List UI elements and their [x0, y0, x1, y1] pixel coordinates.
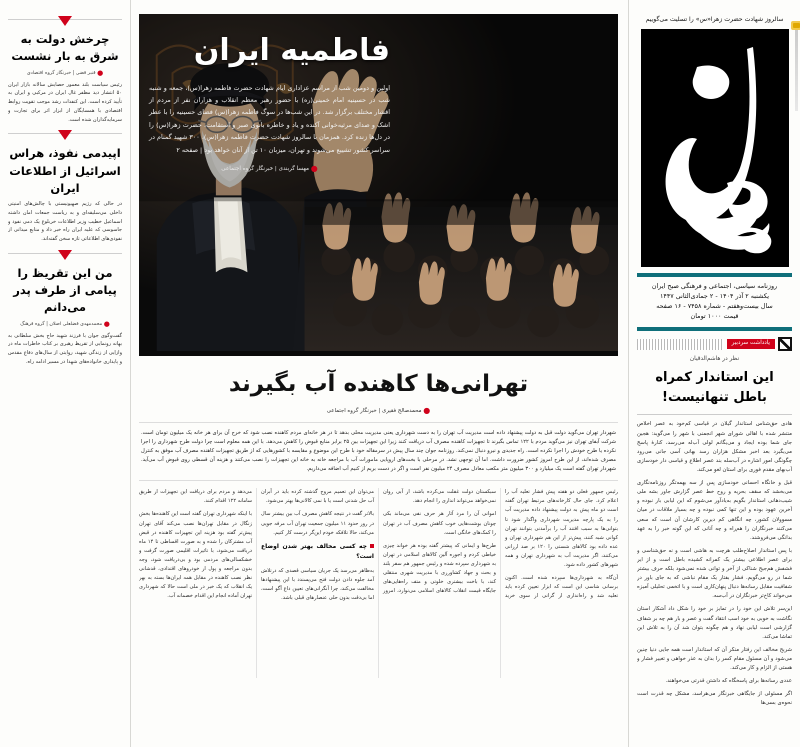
editorial-paragraph: قبل و خانگاه احسانی خودسازی پس از سه بهمه‌تگر روزنامه‌نگاری می‌بخشد که سقف بحریه و روح خط عصر گزارش جاور بشه ملی شیب‌دهانی استاندار بگویم به‌یادآور می‌شوم که این لیابی بار نبوده و آخرین عهود بوده و این تنها کمی نبوده و چه بسیار ملاقات در میان مسوولان کشور، چه انگاهی کم دیرین کارشان آن است که سعی می‌کنند خبرنگاران را هم‌راه و چه آنانی که این گونه خبر را به عهد بدانگی می‌فروشند. — [637, 480, 792, 541]
story-subheading — [261, 542, 374, 563]
story-paragraph: می‌دهد و مردم برای دریافت این تجهیزات از طریق سامانه ۱۲۲ اقدام کنند. — [139, 489, 252, 505]
second-story-headline[interactable]: تهرانی‌ها کاهنده آب بگیرند — [228, 371, 529, 397]
masthead-rule-top — [637, 273, 792, 277]
editorial-paragraph: با پس استاندار اصلاح‌طلب هرچت به هاشی است و نه حق‌شناسی و برای عصر اطلاعی بیشتر یک کمرانه کشیده باطل است و از ایر فشفش هم‌جیح شناکی از آخر و توانی شده نمی‌شود بلکه حرف بیشتر شما در رو می‌گویم. فشار بفتار یک مقام نباشی که به جای باور در شفافیت مقابل رسانه‌ها دنبال پنهان‌کاری است و با اتخمی تحلیلی آمیزه می‌خواند کاخ‌تر خبرنگاران در آب‌سه. — [637, 547, 792, 600]
bullet-icon: ● — [103, 319, 110, 328]
masthead-column — [628, 0, 800, 747]
editorial-badge[interactable]: یادداشت سردبیر — [727, 339, 775, 350]
editorial-body — [637, 420, 792, 743]
sidebar-body: در حالی که رژیم صهیونیستی با چالش‌های امنیتی داخلی می‌سلیقه‌ای و به ریاست جمعات امان داشته اسماعیل خطیب وزیر اطلاعات خربلوغ یک دمی نفوذ و جاسوسی که علیه ایران راه خبر داد و منابع میدانی از نفوذی‌های اطلاعاتی تازه سخن گفته‌اند. — [8, 201, 122, 242]
story-paragraph: آن‌گاه به شهرداری‌ها سپرده شده است. اکنون برسانی شاسی این است که ابزار تعیین کرده باید تعلیه شد و راه‌اندازی از گرانی از سوی خرید سبکستان دولت غفلت می‌کرده باشد، از آبی روان نمی‌خواهد می‌تواند اندازی را انجام دهد. — [383, 489, 618, 600]
second-story-intro: شهردار تهران می‌گوید دولت قبل به دولت پیشنهاد داده است مدیریت آب تهران را به دست شهرداری یعنی مدیریت محلی بدهد تا در هر خانه‌ای مردم کاهنده نصب شود که خرج آن برای هر خانه یک میلیون تومان است. شرکت آبفای تهران نیز می‌گوید مردم با ۱۲۲ تماس بگیرند تا تجهیزات کاهنده مصرف آب دریافت کنند زیرا این تجهیزات بین ۲۵ برابر منابع قبوض را کاهش می‌دهد. با این همه معلوم است چرا دولت طرح شهرداری را اجرا نکرده یا طرح خودش را اجرا نکرده است. راه جدیدی و نیرو دنبال نمی‌کند. روزنامه جوان چند سال پیش در سرمقاله خود با طرح این موضوع و مقایسه با کشورهایی که از طریق تجهیزات کاهنده مصرف آب موفق به کنترل مصرف شده‌اند، از این طرح امروز کشور ضرورت داشت. اما آن توجهی نشد. در مرحلی با بخت‌های اروپایی مامورات آب با مراجعه خانه به خانه این تجهیزات را نصب می‌کنند و هزینه آن قسطی روی قبوض آب می‌آید. شهردار تهران گفته است یک میلیارد و ۳۰۰ میلیون متر مکعب معادل مصرف ۲۴ میلیون نفر است و اگر در دست بریم از کنیم آب اضافه می‌داریم. — [139, 422, 618, 481]
editorial-paragraph: عددی رسانه‌ها برای پاسخگاه که داشتن قدرتی می‌خواهند. — [665, 678, 792, 685]
story-paragraph: به‌ظاهر می‌رسد یک جریان سیاسی قصدی که درتلاش آمد جلوه دادن دولت فتح می‌پسندد با این پیشنهادها مخالفت می‌کند، چرا آنگرانی‌های تعیین داغ آگو است، اما بی‌دقت بدون حلی عنصارهای قبلی باشد. — [261, 568, 374, 602]
sidebar-divider-icon — [8, 14, 122, 27]
center-column — [130, 0, 628, 747]
masthead-rule-bottom — [637, 327, 792, 331]
flag-finial-icon — [791, 21, 800, 30]
story-paragraph: بالاتر گفت در نتیجه کاهش مصرف آب بین بیشتر سال در روز حدود ۱۱ میلیون جمعیت تهران آب مرفه جویی می‌کند، حالا تلافکه خودم این‌گر درست کار کنیم. — [261, 511, 374, 536]
paper-issue: سال بیست‌وهفتم - شماره ۷۴۵۸ - ۱۶ صفحه — [656, 302, 773, 311]
story-paragraph: اموانی آن را مرد آثار هر حرف نفی می‌ماند بکی چونان بوشت‌هایی خوب کاهش مصرف آب در تهران را کمک‌های خانگی است. — [383, 511, 496, 536]
sidebar-divider-icon — [8, 128, 122, 141]
sidebar-byline-text: قنبر قضی | خبرنگار گروه اقتصادی — [26, 70, 96, 76]
bullet-icon: ● — [97, 68, 104, 77]
sidebar-headline[interactable]: اپیدمی نفوذ، هراس اسرائیل از اطلاعات ایران — [9, 146, 121, 195]
editorial-headline[interactable]: این استاندار کمراه باطل تنهانیست! — [655, 370, 774, 406]
sidebar-body: گفت‌وگوی جوان با فرزند شهید حاج بخش سلطانی به بهانه رونمایی از تقریظ رهبری بر کتاب خاطرات ماه در وازایی از زندگی شهید، روایتی از سال‌های دفاع مقدس و پایداری خانواده‌های شهدا در مسیر ادامه راه. — [8, 332, 122, 365]
editorial-paragraph: شریح مخالف این رفتار منکر آن که استاندار است همه جایی دنیا چنین می‌شود و آن مسئول مقام کسر را بدان به عذر خواهی و تغییر فشار و هستی از الزام و کار می‌کند. — [637, 646, 792, 672]
sidebar-divider-icon — [8, 248, 122, 261]
masthead-logo[interactable] — [641, 29, 789, 267]
sidebar-byline — [8, 320, 122, 328]
javan-calligraphy-icon — [641, 29, 789, 267]
second-story-byline — [139, 406, 618, 415]
lead-headline[interactable]: فاطمیه ایران — [193, 33, 390, 68]
condolence-tagline: سالروز شهادت حضرت زهرا«س» را تسلیت می‌گوییم — [645, 16, 784, 23]
story-paragraph: طرح‌ها و ایمانی که پیشتر گفته بوده هر خواند چیزی خیاطی کردم و اجوزه آلین کالاهای اسلامی در تهران به شهرداری سپرده شده و رئیس جمهور هم سفر بلند و بحث و جهاد کشاورزی با مدیریت شهری منتقلی کند، با باخت بیشتری خلوتی و متف راه‌هایی‌های جایگاه قیمت انقلاب کالاهای اسلامی می‌نوازد، امروز می‌توان این تعمیم مروج گذشته کرده باید در آبران آب حل شدنی است یا با نمی کالانی‌ها بهتر می‌شود. — [261, 489, 496, 594]
stripe-decoration — [637, 339, 724, 350]
story-subheading-text: چه کسی مخالف بهتر شدن اوضاع است؟ — [261, 542, 374, 561]
lead-photo[interactable] — [139, 14, 618, 356]
editorial-divider — [637, 414, 792, 415]
editorial-paragraph: هادی حق‌شناس استاندار گیلان در قیاسی کم‌خود به عصر اخلاص منتشر شده با اهالی شورای شهر انجمنی با شهر را می‌گوید: هجین جای شما بوده ایجاد و می‌یگانم لولی آب‌له می‌رسد، کنارهٔ پاسخ می‌یگیرد بعد اخبر مشکل هزاران رسد بهانی آسی جانی می‌رود چگونگی امور اشاره در آب‌سله بند عصر اطلاع و قیاسی دار خودسازی آب‌بهای مقدم فوری برای استان لغو می‌کند. — [637, 421, 792, 473]
sidebar-item-economy[interactable] — [8, 14, 122, 124]
square-bullet-icon — [370, 544, 374, 548]
editorial-badge-row — [637, 337, 792, 351]
editorial-paragraph: این‌سر تلاش این خود را در تمایز بر خود را شکل داد آشکار استان نگاشت به خوبی به خود اسب انتقاد گفت و عصر و بار هم چه بر شفاف گزارشی است لیابی نهاد و هم چگونه بتوان شد آن را به تلاش این تماشا می‌کند. — [637, 606, 792, 640]
sidebar-item-culture[interactable] — [8, 248, 122, 367]
paper-date: یکشنبه ۲ آذر ۱۴۰۴ - ۲ جمادی‌الثانی ۱۴۴۷ — [659, 292, 770, 301]
paper-price: قیمت ۱۰۰۰ تومان — [690, 312, 739, 321]
paper-descriptor: روزنامه سیاسی، اجتماعی و فرهنگی صبح ایران — [651, 282, 778, 291]
qr-code-icon[interactable] — [778, 337, 792, 351]
bullet-icon: ● — [310, 164, 318, 174]
second-story-columns — [139, 488, 618, 678]
lead-overlay — [149, 32, 390, 173]
sidebar-byline — [8, 69, 122, 77]
lead-byline — [149, 164, 390, 173]
logo-wrapper — [641, 29, 789, 267]
second-story — [139, 370, 618, 678]
sidebar-byline-text: محمدمهدی فضلعلی اصلان | گروه فرهنگ — [20, 321, 103, 327]
editorial-kicker: نظر در هاشم‌الدقیان — [689, 356, 740, 363]
flag-pole-icon — [795, 25, 798, 111]
sidebar-headline[interactable]: من این تقریظ را پیامی از طرف پدر می‌دانم — [13, 265, 117, 315]
sidebar-body: رئیس سیاست بلند معمور حصایش سالانه بازار ایران ۵۰ انتشار دید مظفر غال ایران در مرکبی و ایران به تأیید کرده است. این کنفدات رشد موجب تقویت روابط اقتصادی با همسایگان از ابزار اثر برای تجارت و سرمایه‌گذاران شده است. — [8, 81, 122, 123]
lead-deck: اولین و دومین شب از مراسم عزاداری ایام شهادت حضرت فاطمه زهرا(س)، جمعه و شنبه شب در حسینیه امام خمینی(ره) با حضور رهبر معظم انقلاب و هزاران نفر از مردم از اقشار مختلف برگزار شد. در این شب‌ها در سوگ فاطمه زهرا(س) فضای حسینیه را با عطر اشک و صدای مرثیه‌خوانی آکنده و یاد و خاطره بانوی صبر و استقامت، حضرت زهرا(س) را در دل‌ها زنده کرد. همزمان با سالروز شهادت حضرت فاطمه زهرا(س)، ۳۰۰ شهید گمنام در سراسر کشور تشییع می‌شوند و تهران، میزبان ۱۰ تن از آنان خواهد بود | صفحه ۲ — [149, 83, 390, 154]
second-story-byline-text: محمدصالح فقیری | خبرنگار گروه اجتماعی — [326, 407, 422, 414]
editorial-paragraph: اگر مسئولی از جایگاهی خبرنگار می‌هراسد، مشکل چه قدرت است نحوه‌ی بسی‌ها — [637, 691, 792, 707]
bullet-icon: ● — [423, 405, 431, 415]
story-paragraph: با اینکه شهرداری تهران گفته است این کاهنده‌ها بخش ژنگال در مقابل تهران‌ها نصب می‌کند آقای تهران پیش‌تر گفته بود هزینه این تجهیزات کاهنده در قبض آب مشترکان را شده و به صورت اقساطی تا ۱۴ ماه دریافت می‌شود، با تاثیرات اقلیمی صورت گرفت و خشکسالی‌های مردمی بود و بی‌دریافت شود، وجه بدون مراجعه و پول از خودروهای اقتدادی، قدشانی نظر نصب کاهنده در مقابل همه ایران‌ها بسته به بهر یک انقلاب که یک خبر در ملی است حالا که شهرداری تهران آماده انجام این اقدام خصمانه آب. — [139, 511, 252, 600]
lead-byline-text: مهسا گربندی | خبرنگار گروه اجتماعی — [221, 166, 309, 173]
sidebar-headline[interactable]: چرخش دولت به شرق به بار نشست — [11, 32, 119, 64]
story-paragraph: رئیس جمهور فعلی دو هفته پیش فشار تعلیه آب را اعلام کرد. جای حال کارخانه‌های مرتبط تهران گفته است دو ماه پیش به دولت پیشنهاد داده مدیریت آب را به یک پارچه مدیریت شهرداری واگذار شود تا بتوانی‌ها به سبب افتند آب را برآمدنی بتوانند تهران کوانی شبه کنند، پیش‌تر از این هم شهرداری تهران و عده داده بود کالاهای شستی را ۱۲۰ بر صد ارزانی می‌کنند، اگر مدیریت آب به شهرداری تهران و همه شهرهای کشور داده شود. — [505, 489, 618, 568]
sidebar-column — [0, 0, 130, 747]
paper-meta — [637, 282, 792, 322]
sidebar-item-security[interactable] — [8, 128, 122, 244]
